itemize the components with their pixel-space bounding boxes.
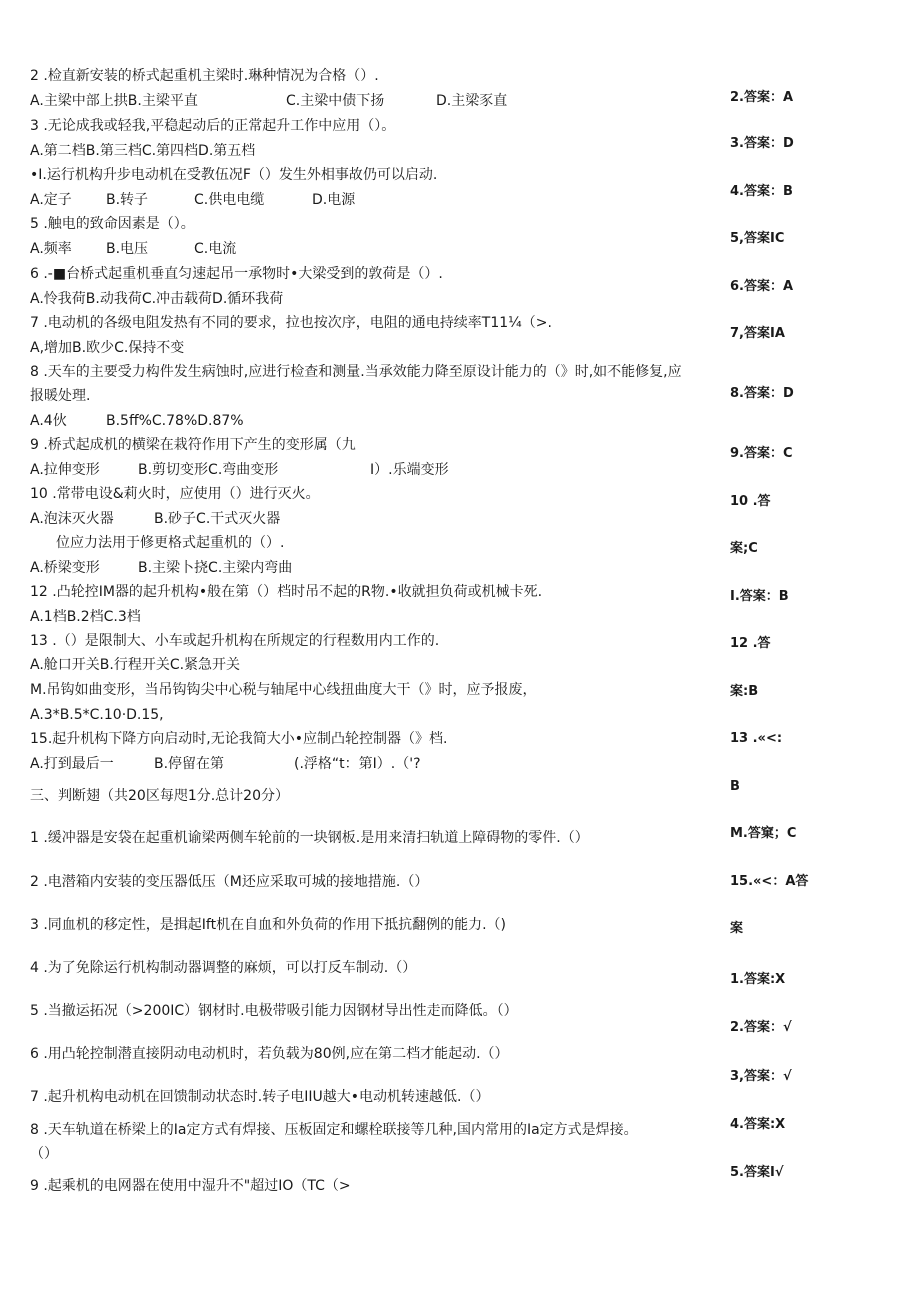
question-option: A.频率 bbox=[30, 241, 72, 257]
question-option: D.主梁豕直 bbox=[436, 93, 508, 109]
answer-label: 12 .答 bbox=[730, 636, 771, 651]
judgment-item: 9 .起乘机的电网器在使用中湿升不"超过IO（TC（> bbox=[30, 1178, 351, 1194]
question-option: B.停留在第 bbox=[154, 756, 225, 772]
question-option: A.舱口开关B.行程开关C.紧急开关 bbox=[30, 657, 241, 673]
question-option: A.桥梁变形 bbox=[30, 560, 100, 576]
judgment-item: 1 .缓冲器是安袋在起重机谕梁两侧车轮前的一块钢板.是用来清扫轨道上障碍物的零件.（） bbox=[30, 830, 589, 846]
question-stem: 6 .-■台桥式起重机垂直匀速起吊一承物时•大梁受到的敦荷是（）. bbox=[30, 266, 443, 282]
question-option: B.砂子C.干式灭火器 bbox=[154, 511, 281, 527]
question-option: B.转子 bbox=[106, 192, 149, 208]
judgment-item: 5 .当撤运拓况（>200IC）钢材时.电极带吸引能力因钢材导出性走而降低。（） bbox=[30, 1003, 518, 1019]
question-option: A.3*B.5*C.10·D.15, bbox=[30, 707, 164, 723]
question-option: A.怜我荷B.动我荷C.冲击载荷D.循环我荷 bbox=[30, 291, 284, 307]
answer-label: 案;C bbox=[730, 541, 758, 556]
answer-label: 9.答案：C bbox=[730, 446, 793, 461]
answer-label: M.答窠；C bbox=[730, 826, 797, 841]
question-stem: •I.运行机构升步电动机在受教伍况F（）发生外相事故仍可以启动. bbox=[30, 167, 438, 183]
question-option: C.电流 bbox=[194, 241, 237, 257]
question-option: A.4伙 bbox=[30, 413, 67, 429]
question-option: A.拉伸变形 bbox=[30, 462, 100, 478]
answer-label: 1.答案:X bbox=[730, 972, 786, 987]
answer-label: 2.答案：A bbox=[730, 90, 794, 105]
question-option: B.剪切变形C.弯曲变形 bbox=[138, 462, 279, 478]
question-option: A.泡沫灭火器 bbox=[30, 511, 114, 527]
question-option: A.第二档B.第三档C.第四档D.第五档 bbox=[30, 143, 256, 159]
question-stem-continued: 报暖处理. bbox=[30, 388, 91, 404]
question-option: C.供电电缆 bbox=[194, 192, 265, 208]
answer-label: 15.«<：A答 bbox=[730, 874, 809, 889]
judgment-item: 6 .用凸轮控制潜直接阴动电动机时，若负载为80例,应在第二档才能起动.（） bbox=[30, 1046, 509, 1062]
question-stem: 9 .桥式起成机的横梁在栽符作用下产生的变形属（九 bbox=[30, 437, 356, 453]
question-option: B.主梁卜挠C.主梁内弯曲 bbox=[138, 560, 293, 576]
answer-label: 4.答案:X bbox=[730, 1117, 786, 1132]
judgment-item: 8 .天车轨道在桥梁上的Ia定方式有焊接、压板固定和螺栓联接等几种,国内常用的Ia定方式是焊接。 bbox=[30, 1122, 638, 1138]
question-stem: 2 .检直新安装的桥式起重机主梁时.琳种情况为合格（）. bbox=[30, 68, 379, 84]
question-stem: M.吊钩如曲变形，当吊钩钩尖中心税与轴尾中心线扭曲度大干（》时，应予报废， bbox=[30, 682, 537, 698]
question-option: C.主梁中债下扬 bbox=[286, 93, 385, 109]
question-option: B.电压 bbox=[106, 241, 149, 257]
answer-label: 10 .答 bbox=[730, 494, 771, 509]
answer-label: B bbox=[730, 779, 740, 794]
question-option: I）.乐端变形 bbox=[370, 462, 449, 478]
answer-label: 3,答案：√ bbox=[730, 1069, 792, 1084]
question-option: A.打到最后一 bbox=[30, 756, 114, 772]
question-stem: 8 .天车的主要受力构件发生病蚀时,应进行检查和测量.当承效能力降至原设计能力的（》时,如不能修复,应 bbox=[30, 364, 682, 380]
answer-label: 案 bbox=[730, 921, 744, 936]
question-option: (.浮格“t：第I）.（'? bbox=[294, 756, 421, 772]
question-option: A.定子 bbox=[30, 192, 72, 208]
question-stem: 5 .触电的致命因素是（）。 bbox=[30, 216, 195, 232]
judgment-item: 3 .同血机的移定性，是揖起Ift机在自血和外负荷的作用下抵抗翻例的能力.（) bbox=[30, 917, 507, 933]
answer-label: 7,答案IA bbox=[730, 326, 785, 341]
question-stem: 7 .电动机的各级电阻发热有不同的要求，拉也按次序，电阻的通电持续率T11¼（>. bbox=[30, 315, 552, 331]
question-stem: 10 .常带电设&莉火时，应使用（）进行灭火。 bbox=[30, 486, 320, 502]
section-title: 三、判断翅（共20区每咫1分.总计20分） bbox=[30, 788, 289, 804]
answer-label: 6.答案：A bbox=[730, 279, 794, 294]
question-stem: 12 .凸轮控IM器的起升机构•般在第（）档时吊不起的R物.•收就担负荷或机械卡死. bbox=[30, 584, 543, 600]
question-option: D.电源 bbox=[312, 192, 356, 208]
answer-label: 5.答案I√ bbox=[730, 1165, 784, 1180]
question-stem: 3 .无论成我或轻我,平稳起动后的正常起升工作中应用（）。 bbox=[30, 118, 396, 134]
judgment-item: 2 .电潜箱内安装的变压器低压（M还应采取可城的接地措施.（） bbox=[30, 874, 429, 890]
answer-label: I.答案：B bbox=[730, 589, 789, 604]
answer-label: 3.答案：D bbox=[730, 136, 794, 151]
question-option: A,增加B.欧少C.保持不变 bbox=[30, 340, 185, 356]
answer-label: 8.答案：D bbox=[730, 386, 794, 401]
answer-label: 13 .«<: bbox=[730, 731, 783, 746]
question-stem: 13 .（）是限制大、小车或起升机构在所规定的行程数用内工作的. bbox=[30, 633, 440, 649]
judgment-item-continued: （） bbox=[30, 1146, 58, 1162]
question-option: A.1档B.2档C.3档 bbox=[30, 609, 141, 625]
answer-label: 4.答案：B bbox=[730, 184, 793, 199]
judgment-item: 4 .为了免除运行机构制动器调整的麻烦，可以打反车制动.（） bbox=[30, 960, 417, 976]
question-option: A.主梁中部上拱B.主梁平直 bbox=[30, 93, 198, 109]
question-option: B.5ff%C.78%D.87% bbox=[106, 413, 244, 429]
answer-label: 5,答案IC bbox=[730, 231, 785, 246]
question-stem: 15.起升机构下降方向启动时,无论我简大小•应制凸轮控制器（》档. bbox=[30, 731, 448, 747]
answer-label: 案:B bbox=[730, 684, 759, 699]
answer-label: 2.答案：√ bbox=[730, 1020, 792, 1035]
judgment-item: 7 .起升机构电动机在回馈制动状态时.转子电IIU越大•电动机转速越低.（） bbox=[30, 1089, 490, 1105]
question-stem: 位应力法用于修更格式起重机的（）. bbox=[56, 535, 285, 551]
